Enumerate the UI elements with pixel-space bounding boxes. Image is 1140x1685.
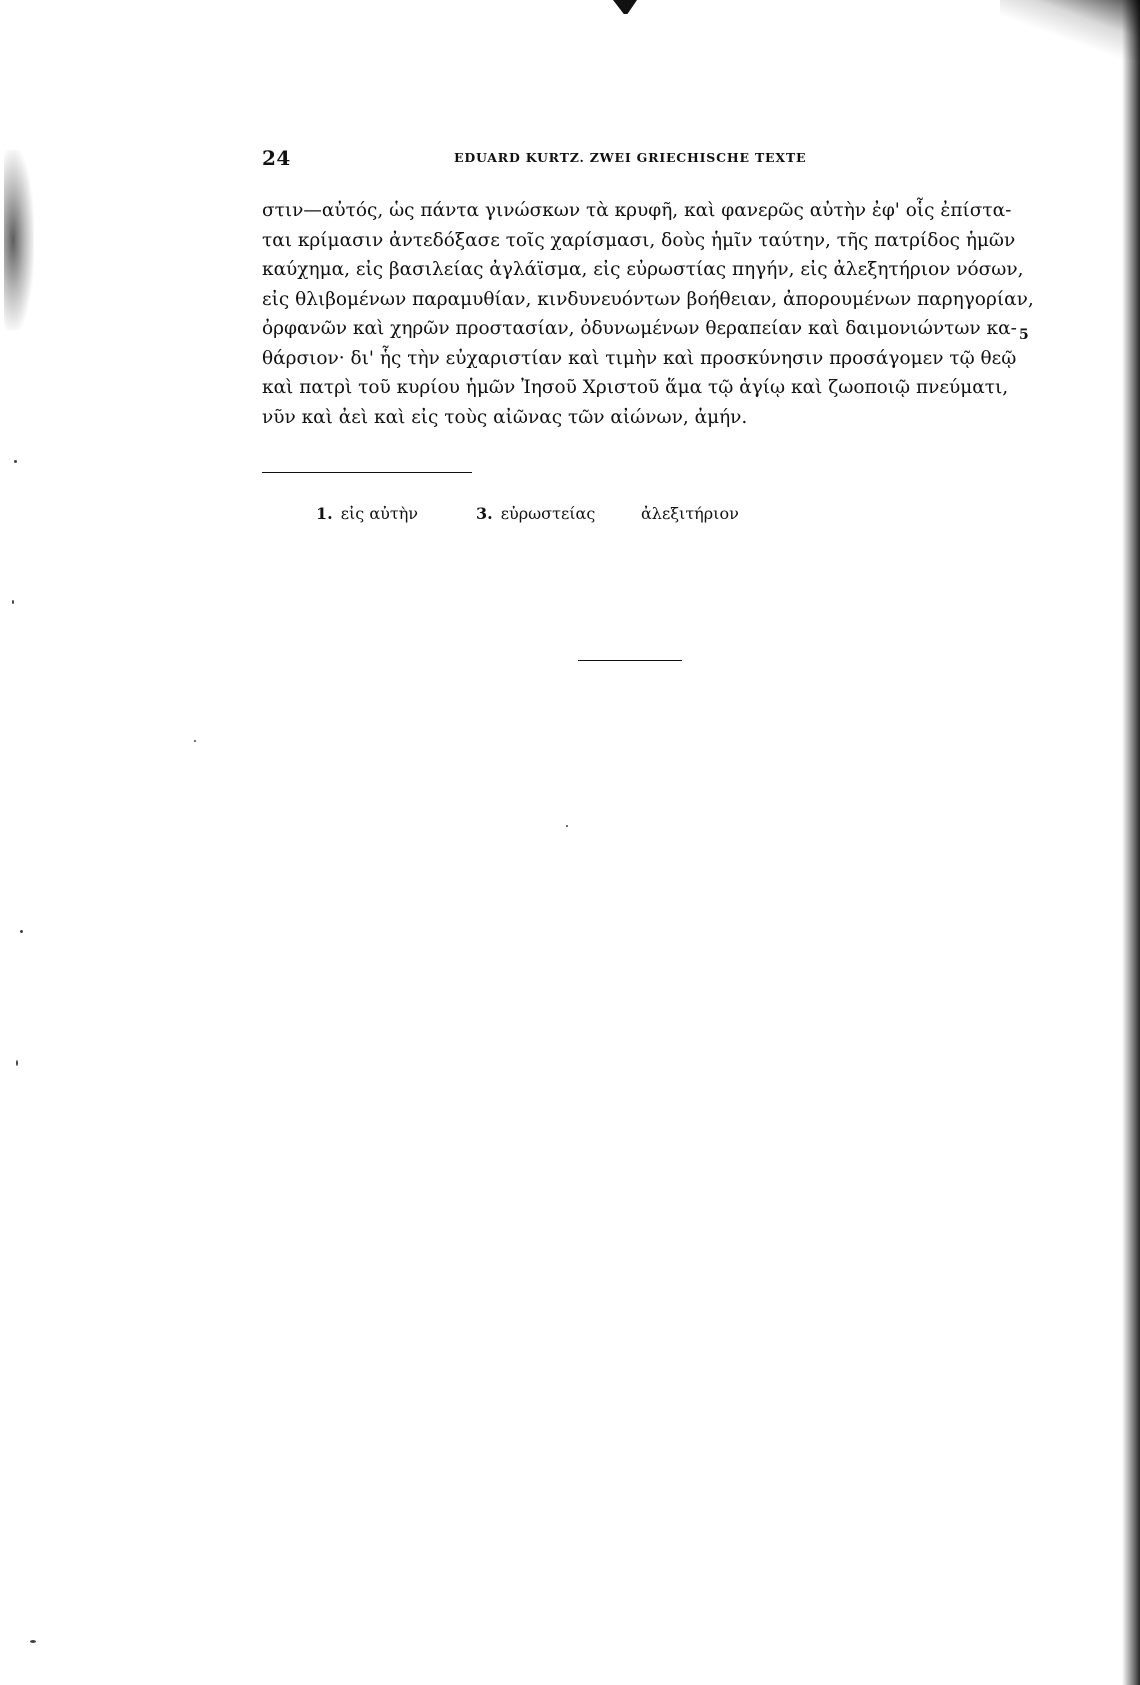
scan-speck bbox=[20, 930, 23, 933]
running-head: EDUARD KURTZ. ZWEI GRIECHISCHE TEXTE bbox=[454, 150, 807, 165]
apparatus-reading: εἰς αὐτὴν bbox=[340, 504, 419, 523]
page-number: 24 bbox=[262, 146, 291, 170]
scan-speck bbox=[194, 740, 196, 742]
apparatus-entry bbox=[641, 504, 739, 523]
end-rule bbox=[578, 660, 682, 661]
scan-shadow-left bbox=[4, 150, 34, 330]
text-line: καὶ πατρὶ τοῦ κυρίου ἡμῶν Ἰησοῦ Χριστοῦ ἅμα τῷ ἁγίῳ καὶ ζωοποιῷ πνεύματι, bbox=[262, 377, 1009, 398]
scan-shadow-corner bbox=[1000, 0, 1140, 60]
scan-speck bbox=[566, 825, 568, 827]
apparatus-line-ref: 3. bbox=[476, 504, 493, 523]
apparatus-reading: εὐρωστείας bbox=[500, 504, 596, 523]
scan-speck bbox=[16, 1060, 18, 1066]
line-number-marker: 5 bbox=[1019, 327, 1029, 343]
apparatus-reading: ἀλεξιτήριον bbox=[641, 504, 739, 523]
critical-apparatus bbox=[316, 504, 739, 523]
text-line: στιν—αὐτός, ὡς πάντα γινώσκων τὰ κρυφῆ, καὶ φανερῶς αὐτὴν ἐφ' οἷς ἐπίστα- bbox=[262, 200, 1012, 221]
apparatus-entry bbox=[316, 504, 476, 523]
main-text-block bbox=[262, 196, 1034, 432]
footnote-rule bbox=[262, 472, 472, 473]
text-line: εἰς θλιβομένων παραμυθίαν, κινδυνευόντων βοήθειαν, ἀπορουμένων παρηγορίαν, bbox=[262, 288, 1034, 310]
page-header bbox=[262, 146, 1012, 168]
text-line: νῦν καὶ ἀεὶ καὶ εἰς τοὺς αἰῶνας τῶν αἰώνων, ἀμήν. bbox=[262, 406, 748, 428]
scan-mark-top bbox=[613, 0, 637, 14]
scan-speck bbox=[30, 1640, 36, 1643]
scan-speck bbox=[12, 600, 14, 604]
text-line: ται κρίμασιν ἀντεδόξασε τοῖς χαρίσμασι, δοὺς ἡμῖν ταύτην, τῆς πατρίδος ἡμῶν bbox=[262, 229, 1016, 251]
apparatus-line-ref: 1. bbox=[316, 504, 333, 523]
text-line: ὀρφανῶν καὶ χηρῶν προστασίαν, ὀδυνωμένων θεραπείαν καὶ δαιμονιώντων κα- bbox=[262, 318, 1017, 339]
scan-shadow-right bbox=[1108, 0, 1140, 1685]
apparatus-entry bbox=[476, 504, 641, 523]
text-line: καύχημα, εἰς βασιλείας ἀγλάϊσμα, εἰς εὐρωστίας πηγήν, εἰς ἀλεξητήριον νόσων, bbox=[262, 259, 1024, 280]
text-line: θάρσιον· δι' ἧς τὴν εὐχαριστίαν καὶ τιμὴν καὶ προσκύνησιν προσάγομεν τῷ θεῷ bbox=[262, 347, 1017, 369]
scan-speck bbox=[14, 460, 17, 463]
